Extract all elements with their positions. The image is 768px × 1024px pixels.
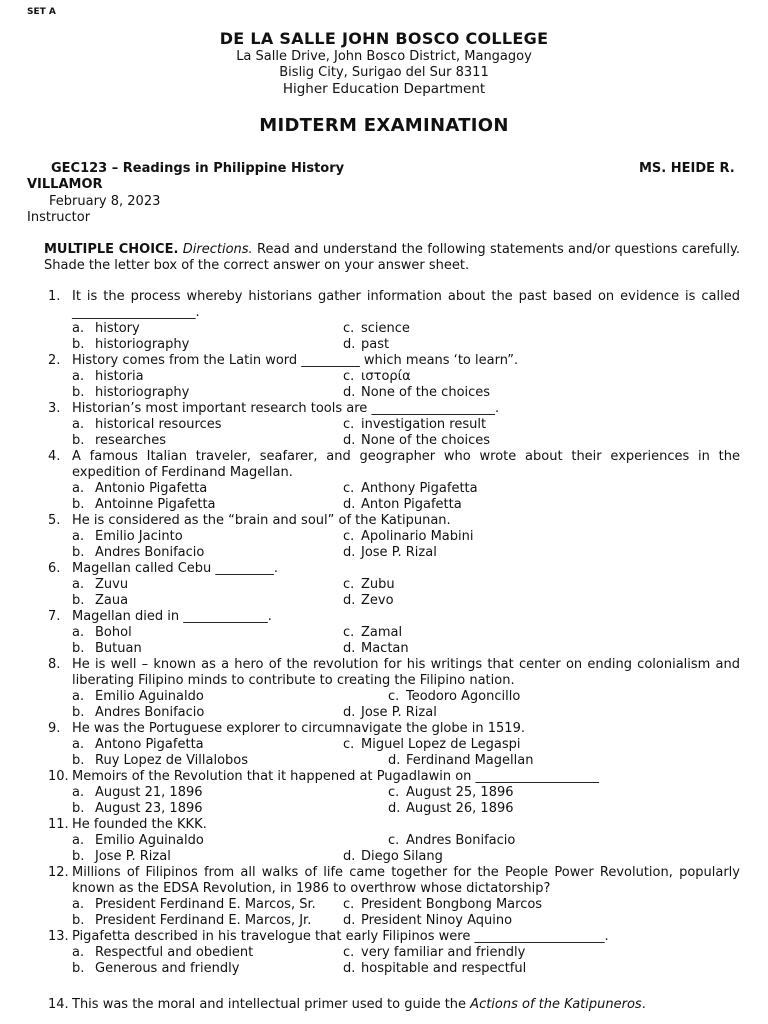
question-number: 9.: [48, 721, 61, 736]
option-text: President Ferdinand E. Marcos, Sr.: [95, 897, 316, 912]
question-number: 4.: [48, 449, 61, 464]
question-text: History comes from the Latin word _________ which means ‘to learn”.: [72, 353, 519, 368]
option-a: [72, 625, 132, 641]
option-letter: b.: [72, 385, 85, 400]
instructor-name-part1: MS. HEIDE R.: [639, 161, 735, 176]
option-text: Ferdinand Magellan: [406, 753, 534, 768]
option-d: [343, 593, 394, 609]
answer-options: [0, 417, 768, 449]
question-number: 7.: [48, 609, 61, 624]
option-c: [343, 481, 478, 497]
option-text: investigation result: [361, 417, 487, 432]
option-text: Jose P. Rizal: [95, 849, 171, 864]
option-c: [388, 833, 515, 849]
option-letter: a.: [72, 481, 85, 496]
option-text: ιστορία: [361, 369, 411, 384]
option-a: [72, 737, 204, 753]
question-text: Pigafetta described in his travelogue that early Filipinos were ____________________.: [72, 929, 609, 944]
option-text: Butuan: [95, 641, 142, 656]
option-a: [72, 897, 316, 913]
question-number: 11.: [48, 817, 69, 832]
option-d: [343, 497, 462, 513]
option-letter: b.: [72, 497, 85, 512]
option-letter: d.: [343, 705, 356, 720]
option-text: August 26, 1896: [406, 801, 514, 816]
option-c: [343, 417, 486, 433]
option-letter: c.: [343, 945, 355, 960]
option-text: Zamal: [361, 625, 403, 640]
option-letter: d.: [343, 849, 356, 864]
question-item: [0, 401, 768, 449]
option-letter: c.: [388, 833, 400, 848]
option-letter: b.: [72, 849, 85, 864]
question-item: [0, 865, 768, 929]
option-d: [343, 641, 409, 657]
option-text: Emilio Aguinaldo: [95, 689, 204, 704]
option-letter: b.: [72, 801, 85, 816]
option-text: None of the choices: [361, 433, 491, 448]
option-a: [72, 945, 253, 961]
answer-options: [0, 625, 768, 657]
option-letter: d.: [388, 753, 401, 768]
option-text: historiography: [95, 385, 190, 400]
option-a: [72, 833, 204, 849]
option-text: Anton Pigafetta: [361, 497, 462, 512]
option-letter: c.: [343, 625, 355, 640]
option-letter: c.: [388, 785, 400, 800]
school-address-line1: La Salle Drive, John Bosco District, Mangagoy: [236, 49, 532, 64]
answer-options: [0, 945, 768, 977]
option-a: [72, 481, 207, 497]
question-item: [0, 657, 768, 721]
option-b: [72, 961, 239, 977]
option-text: Antono Pigafetta: [95, 737, 204, 752]
question-item: [0, 353, 768, 401]
option-letter: a.: [72, 737, 85, 752]
option-d: [343, 961, 526, 977]
option-c: [388, 689, 520, 705]
option-letter: c.: [343, 417, 355, 432]
option-a: [72, 369, 144, 385]
question-item: [0, 289, 768, 353]
option-letter: d.: [343, 433, 356, 448]
option-b: [72, 545, 204, 561]
instructor-role: Instructor: [27, 210, 91, 225]
answer-options: [0, 689, 768, 721]
exam-title: MIDTERM EXAMINATION: [259, 115, 509, 136]
question-text: Memoirs of the Revolution that it happened at Pugadlawin on ___________________: [72, 769, 600, 784]
answer-options: [0, 321, 768, 353]
option-letter: a.: [72, 945, 85, 960]
answer-options: [0, 369, 768, 401]
option-letter: c.: [388, 689, 400, 704]
answer-options: [0, 833, 768, 865]
option-d: [343, 545, 437, 561]
directions-heading: MULTIPLE CHOICE.: [44, 242, 179, 257]
option-d: [343, 433, 490, 449]
option-text: Mactan: [361, 641, 409, 656]
option-text: Jose P. Rizal: [361, 705, 437, 720]
option-letter: a.: [72, 625, 85, 640]
option-text: Bohol: [95, 625, 132, 640]
option-d: [343, 849, 443, 865]
option-letter: b.: [72, 961, 85, 976]
question-14: [0, 997, 768, 1013]
option-letter: c.: [343, 897, 355, 912]
option-letter: a.: [72, 369, 85, 384]
question-item: [0, 513, 768, 561]
question-item: [0, 449, 768, 513]
question-list: [0, 289, 768, 977]
option-letter: c.: [343, 529, 355, 544]
directions-text: Read and understand the following statements and/or questions carefully. Shade the letter box of the correct answer on your answer sheet.: [44, 242, 740, 273]
question-text: [72, 997, 740, 1013]
question-text: Historian’s most important research tools are ___________________.: [72, 401, 500, 416]
option-c: [343, 737, 521, 753]
question-number: 2.: [48, 353, 61, 368]
option-b: [72, 641, 142, 657]
option-letter: d.: [343, 385, 356, 400]
option-text: None of the choices: [361, 385, 491, 400]
question-number: 3.: [48, 401, 61, 416]
question-text: He founded the KKK.: [72, 817, 207, 832]
question-text: He is well – known as a hero of the revolution for his writings that center on ending colonialism and liberating Filipino minds to contribute to creating the Filipino nation.: [72, 657, 740, 688]
option-b: [72, 705, 204, 721]
option-letter: b.: [72, 337, 85, 352]
option-b: [72, 497, 216, 513]
course-title: GEC123 – Readings in Philippine History: [51, 161, 345, 176]
option-letter: b.: [72, 753, 85, 768]
option-letter: d.: [343, 337, 356, 352]
question-number: 10.: [48, 769, 69, 784]
option-text: Zubu: [361, 577, 395, 592]
option-text: Teodoro Agoncillo: [406, 689, 521, 704]
question-text-end: .: [641, 997, 646, 1012]
question-text: Millions of Filipinos from all walks of life came together for the People Power Revolution, popularly known as the EDSA Revolution, in 1986 to overthrow whose dictatorship?: [72, 865, 740, 896]
answer-options: [0, 737, 768, 769]
option-letter: a.: [72, 833, 85, 848]
option-text: Jose P. Rizal: [361, 545, 437, 560]
question-number: 6.: [48, 561, 61, 576]
option-text: historiography: [95, 337, 190, 352]
option-b: [72, 753, 248, 769]
option-text: President Ferdinand E. Marcos, Jr.: [95, 913, 312, 928]
option-text: Antoinne Pigafetta: [95, 497, 216, 512]
answer-options: [0, 897, 768, 929]
option-letter: a.: [72, 529, 85, 544]
option-text: very familiar and friendly: [361, 945, 526, 960]
option-text: Emilio Jacinto: [95, 529, 183, 544]
option-letter: d.: [343, 641, 356, 656]
option-letter: d.: [343, 545, 356, 560]
question-text: He was the Portuguese explorer to circumnavigate the globe in 1519.: [72, 721, 525, 736]
option-text: August 21, 1896: [95, 785, 203, 800]
option-d: [343, 705, 437, 721]
school-address-line2: Bislig City, Surigao del Sur 8311: [279, 65, 489, 80]
option-letter: c.: [343, 577, 355, 592]
option-b: [72, 433, 166, 449]
option-text: Andres Bonifacio: [95, 545, 205, 560]
option-a: [72, 785, 203, 801]
question-item: [0, 561, 768, 609]
question-text: Magellan called Cebu _________.: [72, 561, 279, 576]
option-letter: d.: [343, 961, 356, 976]
option-text: Miguel Lopez de Legaspi: [361, 737, 521, 752]
option-c: [343, 369, 411, 385]
option-letter: b.: [72, 705, 85, 720]
option-text: Emilio Aguinaldo: [95, 833, 204, 848]
question-text: A famous Italian traveler, seafarer, and geographer who wrote about their experiences in the expedition of Ferdinand Magellan.: [72, 449, 740, 480]
option-a: [72, 417, 222, 433]
option-a: [72, 321, 140, 337]
option-text: Anthony Pigafetta: [361, 481, 478, 496]
directions-label: Directions.: [182, 242, 253, 257]
directions-paragraph: [44, 242, 740, 274]
question-number: 14.: [48, 997, 69, 1012]
option-text: Antonio Pigafetta: [95, 481, 208, 496]
question-number: 12.: [48, 865, 69, 880]
question-text: He is considered as the “brain and soul” of the Katipunan.: [72, 513, 451, 528]
option-text: President Bongbong Marcos: [361, 897, 543, 912]
option-text: history: [95, 321, 140, 336]
option-letter: c.: [343, 481, 355, 496]
option-text: science: [361, 321, 410, 336]
option-letter: b.: [72, 913, 85, 928]
option-text: past: [361, 337, 390, 352]
option-text: Zuvu: [95, 577, 129, 592]
question-text-start: This was the moral and intellectual primer used to guide the: [72, 997, 471, 1012]
answer-options: [0, 785, 768, 817]
option-text: Andres Bonifacio: [95, 705, 205, 720]
option-d: [343, 913, 512, 929]
question-number: 1.: [48, 289, 61, 304]
option-c: [343, 945, 525, 961]
exam-date: February 8, 2023: [49, 194, 161, 209]
option-a: [72, 577, 128, 593]
option-text: Diego Silang: [361, 849, 443, 864]
option-d: [343, 337, 389, 353]
option-letter: a.: [72, 897, 85, 912]
question-item: [0, 721, 768, 769]
option-d: [388, 753, 533, 769]
option-text: historia: [95, 369, 144, 384]
option-letter: d.: [343, 913, 356, 928]
question-item: [0, 609, 768, 657]
option-text: August 23, 1896: [95, 801, 203, 816]
option-letter: c.: [343, 737, 355, 752]
option-letter: a.: [72, 689, 85, 704]
option-text: hospitable and respectful: [361, 961, 527, 976]
option-text: Apolinario Mabini: [361, 529, 474, 544]
option-text: Ruy Lopez de Villalobos: [95, 753, 249, 768]
answer-options: [0, 529, 768, 561]
option-d: [388, 801, 514, 817]
option-text: President Ninoy Aquino: [361, 913, 513, 928]
option-letter: c.: [343, 369, 355, 384]
option-text: Respectful and obedient: [95, 945, 254, 960]
option-c: [343, 321, 410, 337]
option-text: Zevo: [361, 593, 394, 608]
option-letter: b.: [72, 641, 85, 656]
question-number: 5.: [48, 513, 61, 528]
option-letter: a.: [72, 785, 85, 800]
option-letter: a.: [72, 417, 85, 432]
option-c: [343, 625, 402, 641]
set-label: SET A: [27, 7, 56, 17]
question-number: 8.: [48, 657, 61, 672]
option-b: [72, 593, 128, 609]
question-item: [0, 929, 768, 977]
option-d: [343, 385, 490, 401]
question-item: [0, 817, 768, 865]
option-letter: a.: [72, 321, 85, 336]
question-text: It is the process whereby historians gather information about the past based on evidence is called ___________________.: [72, 289, 740, 320]
option-letter: b.: [72, 545, 85, 560]
question-item: [0, 769, 768, 817]
school-name: DE LA SALLE JOHN BOSCO COLLEGE: [219, 29, 549, 48]
question-text: Magellan died in _____________.: [72, 609, 272, 624]
option-text: historical resources: [95, 417, 222, 432]
option-letter: b.: [72, 593, 85, 608]
option-letter: d.: [343, 593, 356, 608]
option-text: researches: [95, 433, 167, 448]
option-text: Zaua: [95, 593, 129, 608]
option-a: [72, 689, 204, 705]
option-b: [72, 849, 171, 865]
department-name: Higher Education Department: [282, 81, 486, 97]
option-b: [72, 337, 189, 353]
question-text-italic: Actions of the Katipuneros: [470, 997, 642, 1012]
option-letter: b.: [72, 433, 85, 448]
question-number: 13.: [48, 929, 69, 944]
option-b: [72, 801, 203, 817]
answer-options: [0, 481, 768, 513]
answer-options: [0, 577, 768, 609]
option-letter: a.: [72, 577, 85, 592]
option-text: August 25, 1896: [406, 785, 514, 800]
option-letter: d.: [343, 497, 356, 512]
option-c: [343, 577, 395, 593]
option-text: Generous and friendly: [95, 961, 240, 976]
option-c: [343, 529, 473, 545]
option-b: [72, 913, 311, 929]
option-text: Andres Bonifacio: [406, 833, 516, 848]
option-a: [72, 529, 183, 545]
option-b: [72, 385, 189, 401]
option-letter: c.: [343, 321, 355, 336]
option-c: [388, 785, 514, 801]
option-letter: d.: [388, 801, 401, 816]
instructor-name-part2: VILLAMOR: [27, 177, 103, 192]
option-c: [343, 897, 542, 913]
